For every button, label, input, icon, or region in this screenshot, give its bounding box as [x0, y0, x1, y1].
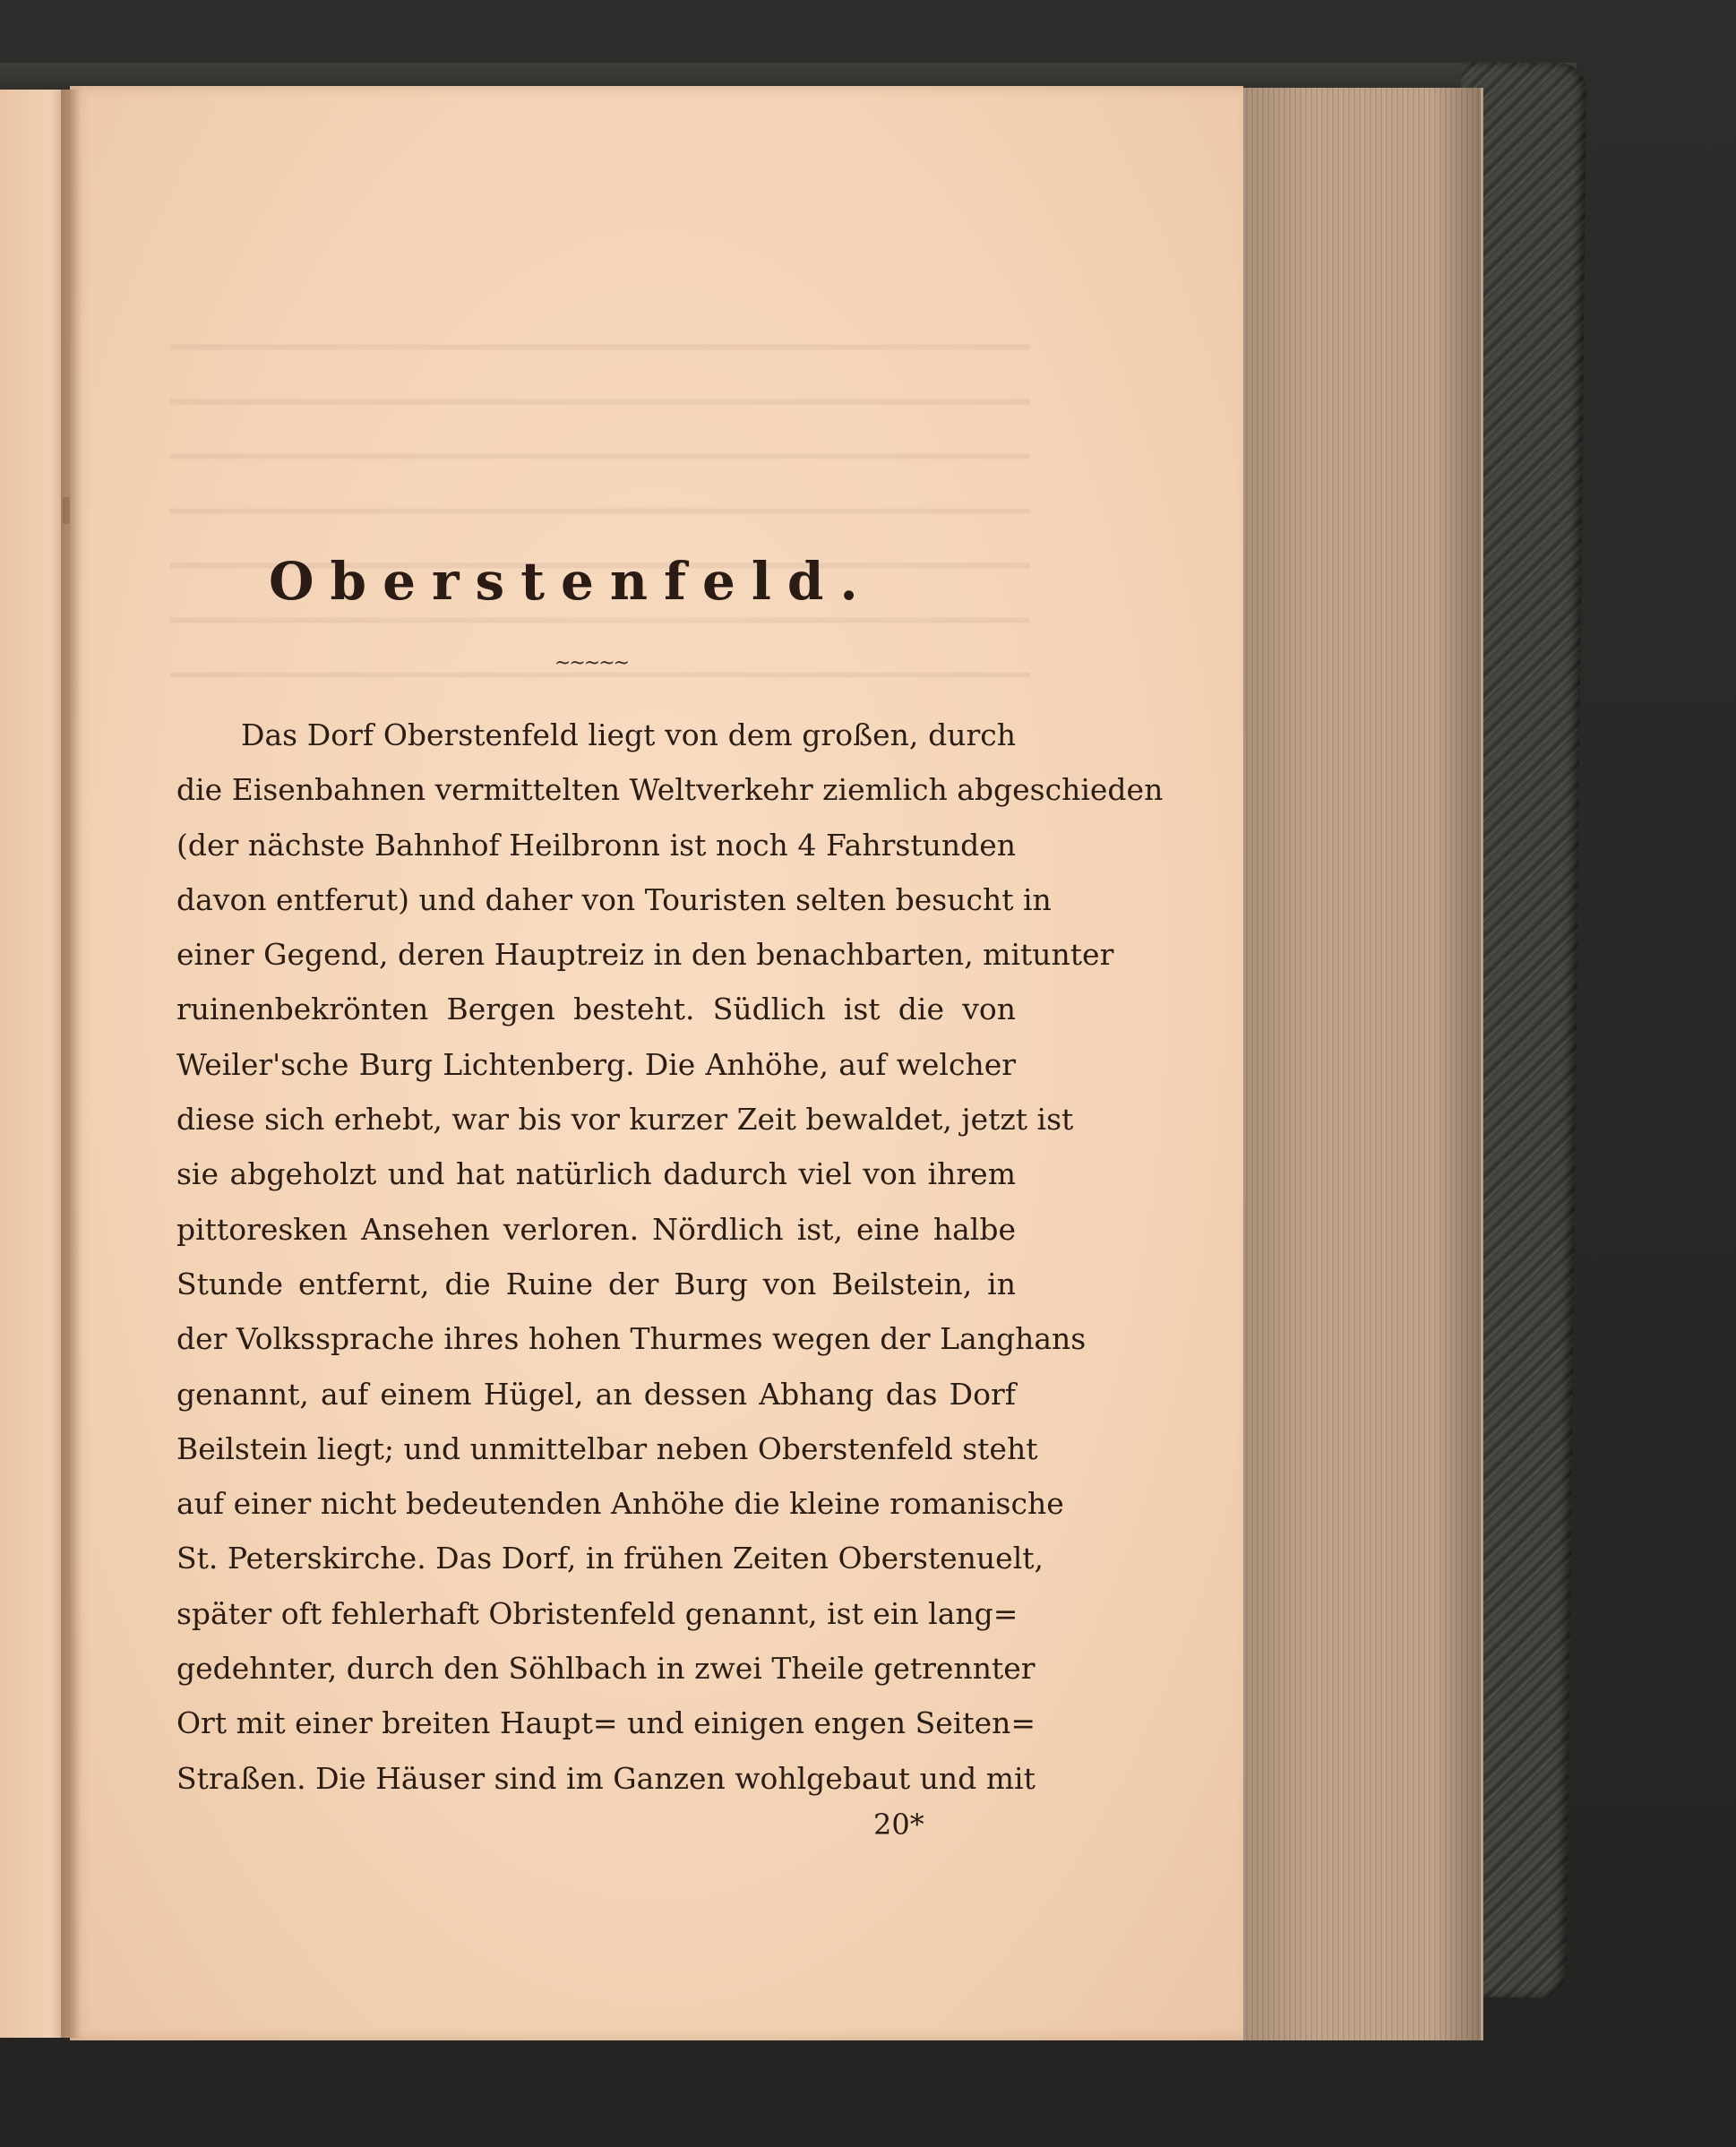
text-line: diese sich erhebt, war bis vor kurzer Zeit bewaldet, jetzt ist — [176, 1102, 1074, 1138]
text-line: die Eisenbahnen vermittelten Weltverkehr ziemlich abgeschieden — [176, 772, 1164, 808]
gutter-shadow — [61, 90, 81, 2038]
text-line: (der nächste Bahnhof Heilbronn ist noch 4 Fahrstunden — [176, 827, 1016, 863]
text-line: Straßen. Die Häuser sind im Ganzen wohlgebaut und mit — [176, 1760, 1036, 1796]
text-line: pittoresken Ansehen verloren. Nördlich ist, eine halbe — [176, 1211, 1016, 1247]
fore-edge-shadow — [1241, 88, 1481, 2040]
bleed-through-text — [170, 305, 1030, 681]
text-line: gedehnter, durch den Söhlbach in zwei Theile getrennter — [176, 1651, 1036, 1687]
text-line: St. Peterskirche. Das Dorf, in frühen Zeiten Oberstenuelt, — [176, 1541, 1044, 1576]
text-line: davon entferut) und daher von Touristen selten besucht in — [176, 881, 1052, 917]
title-ornament: ~~~~~ — [554, 652, 629, 674]
text-line: einer Gegend, deren Hauptreiz in den benachbarten, mitunter — [176, 937, 1114, 973]
text-line: Das Dorf Oberstenfeld liegt von dem großen, durch — [241, 717, 1016, 752]
text-line: Ort mit einer breiten Haupt= und einigen engen Seiten= — [176, 1705, 1036, 1741]
text-line: sie abgeholzt und hat natürlich dadurch viel von ihrem — [176, 1156, 1016, 1192]
chapter-title: Oberstenfeld. — [269, 551, 874, 612]
text-line: Weiler'sche Burg Lichtenberg. Die Anhöhe, auf welcher — [176, 1046, 1016, 1082]
body-text — [176, 708, 1164, 1806]
text-line: auf einer nicht bedeutenden Anhöhe die kleine romanische — [176, 1486, 1064, 1522]
text-line: ruinenbekrönten Bergen besteht. Südlich ist die von — [176, 992, 1016, 1027]
text-line: Stunde entfernt, die Ruine der Burg von Beilstein, in — [176, 1266, 1016, 1301]
text-line: genannt, auf einem Hügel, an dessen Abhang das Dorf — [176, 1376, 1016, 1412]
page-number: 20* — [873, 1808, 924, 1842]
text-line: der Volkssprache ihres hohen Thurmes wegen der Langhans — [176, 1321, 1087, 1357]
text-line: Beilstein liegt; und unmittelbar neben Oberstenfeld steht — [176, 1430, 1038, 1466]
text-line: später oft fehlerhaft Obristenfeld genannt, ist ein lang= — [176, 1595, 1018, 1631]
